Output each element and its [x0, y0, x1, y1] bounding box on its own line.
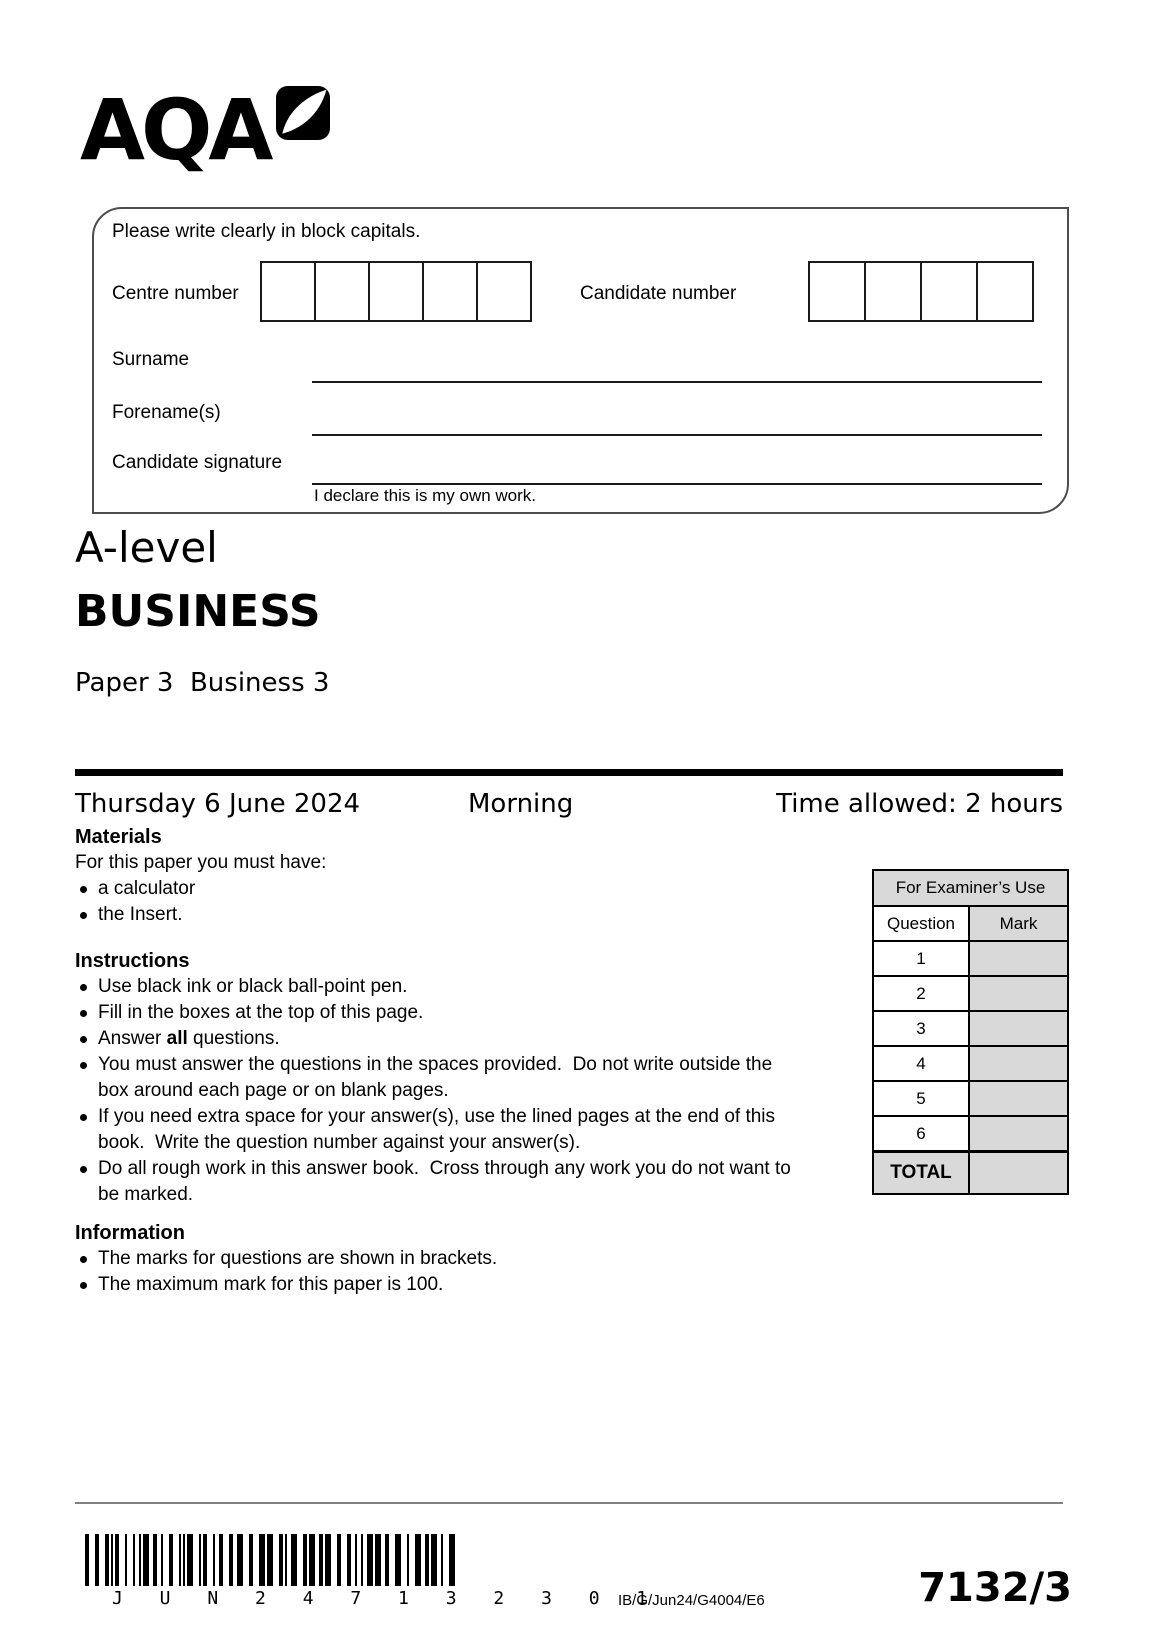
instructions-section: [75, 948, 797, 1208]
centre-number-cell[interactable]: [316, 261, 370, 322]
table-row: [874, 1115, 1067, 1150]
materials-section: [75, 824, 795, 928]
table-row: [874, 1080, 1067, 1115]
information-heading: Information: [75, 1222, 185, 1244]
paper-title: Paper 3 Business 3: [75, 668, 330, 698]
aqa-logo-text: AQA: [80, 81, 270, 179]
qualification-title: A-level: [75, 523, 218, 572]
exam-session: Morning: [468, 789, 574, 819]
information-item: The maximum mark for this paper is 100.: [75, 1272, 795, 1298]
examiner-table-title: For Examiner’s Use: [874, 871, 1067, 905]
barcode-text: J U N 2 4 7 1 3 2 3 0 1: [112, 1588, 661, 1609]
candidate-number-label: Candidate number: [580, 283, 737, 304]
question-number: 2: [874, 977, 970, 1010]
surname-label: Surname: [112, 349, 190, 370]
session-row: [75, 790, 1063, 820]
information-item: The marks for questions are shown in brackets.: [75, 1246, 795, 1272]
mark-cell: [970, 1047, 1067, 1080]
instructions-item: Do all rough work in this answer book. Cross through any work you do not want to be marked.: [75, 1156, 797, 1208]
centre-number-label: Centre number: [112, 283, 239, 304]
signature-label: Candidate signature: [112, 452, 283, 473]
total-mark-cell: [970, 1153, 1067, 1193]
centre-number-field: [260, 261, 532, 322]
paper-reference: IB/G/Jun24/G4004/E6: [618, 1592, 765, 1609]
materials-heading: Materials: [75, 826, 162, 848]
question-number: 1: [874, 942, 970, 975]
candidate-number-field: [808, 261, 1034, 322]
candidate-number-cell[interactable]: [808, 261, 866, 322]
mark-cell: [970, 1117, 1067, 1150]
information-list: [75, 1246, 795, 1298]
examiner-use-table: [872, 869, 1069, 1195]
mark-cell: [970, 977, 1067, 1010]
forename-label: Forename(s): [112, 402, 221, 423]
candidate-number-cell[interactable]: [866, 261, 922, 322]
exam-date: Thursday 6 June 2024: [75, 789, 361, 819]
forename-input-line[interactable]: [312, 434, 1042, 436]
materials-item: the Insert.: [75, 902, 795, 928]
materials-list: [75, 876, 795, 928]
candidate-number-cell[interactable]: [978, 261, 1034, 322]
centre-number-cell[interactable]: [260, 261, 316, 322]
candidate-number-cell[interactable]: [922, 261, 978, 322]
instructions-item: You must answer the questions in the spaces provided. Do not write outside the box around each page or on blank pages.: [75, 1052, 797, 1104]
paper-code: 7132/3: [918, 1565, 1072, 1611]
table-row: [874, 1045, 1067, 1080]
table-row: [874, 975, 1067, 1010]
total-label: TOTAL: [874, 1153, 970, 1193]
centre-number-cell[interactable]: [370, 261, 424, 322]
total-row: [874, 1150, 1067, 1193]
examiner-table-header-row: [874, 905, 1067, 940]
instructions-item: If you need extra space for your answer(s), use the lined pages at the end of this book. Write the question number against your answer(s).: [75, 1104, 797, 1156]
instruction-bold-text: all: [166, 1028, 188, 1049]
instructions-heading: Instructions: [75, 950, 190, 972]
time-allowed: Time allowed: 2 hours: [776, 789, 1063, 819]
subject-title: BUSINESS: [75, 586, 321, 637]
aqa-leaf-icon: [276, 86, 330, 140]
footer-divider-rule: [75, 1502, 1063, 1504]
centre-number-cell[interactable]: [478, 261, 532, 322]
centre-number-cell[interactable]: [424, 261, 478, 322]
instruction-text: Answer: [98, 1028, 167, 1049]
instructions-list: [75, 974, 797, 1208]
candidate-details-box: [92, 207, 1069, 514]
instructions-item: [75, 1026, 797, 1052]
materials-intro: For this paper you must have:: [75, 852, 327, 873]
table-row: [874, 940, 1067, 975]
instructions-item: Fill in the boxes at the top of this page.: [75, 1000, 797, 1026]
information-section: [75, 1220, 795, 1298]
mark-column-header: Mark: [970, 907, 1067, 940]
barcode: [85, 1534, 459, 1586]
mark-cell: [970, 1082, 1067, 1115]
block-capitals-note: Please write clearly in block capitals.: [112, 221, 421, 242]
question-number: 3: [874, 1012, 970, 1045]
question-number: 4: [874, 1047, 970, 1080]
question-column-header: Question: [874, 907, 970, 940]
question-number: 5: [874, 1082, 970, 1115]
mark-cell: [970, 942, 1067, 975]
mark-cell: [970, 1012, 1067, 1045]
table-row: [874, 1010, 1067, 1045]
signature-input-line[interactable]: [312, 483, 1042, 485]
question-number: 6: [874, 1117, 970, 1150]
title-divider-rule: [75, 769, 1063, 776]
surname-input-line[interactable]: [312, 381, 1042, 383]
instructions-item: Use black ink or black ball-point pen.: [75, 974, 797, 1000]
declaration-text: I declare this is my own work.: [314, 486, 537, 505]
materials-item: a calculator: [75, 876, 795, 902]
instruction-text: questions.: [187, 1028, 280, 1049]
